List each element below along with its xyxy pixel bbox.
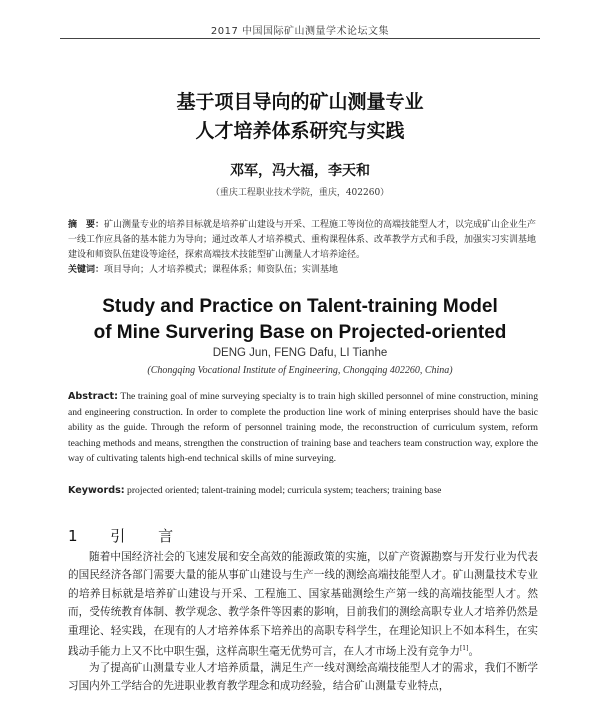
en-title-line2: of Mine Survering Base on Projected-oriented — [93, 322, 507, 343]
en-abstract — [68, 389, 538, 467]
cn-abstract-label: 摘 要： — [68, 220, 105, 230]
para1-text: 随着中国经济社会的飞速发展和安全高效的能源政策的实施，以矿产资源勘察与开发行业为代表的国民经济各部门需要大量的能从事矿山建设与生产一线的测绘高端技能型人才。矿山测量技术专业的培养目标就是培养矿山建设与开采、工程施工、国家基础测绘生产第一线的高端技能型人才。然而，受传统教育体制、教学观念、教学条件等因素的影响，目前我们的测绘高职专业人才培养仍然是重理论、轻实践，在现有的人才培养体系下培养出的高职专科学生，在理论知识上不如本科生，在实践动手能力上又不比中职生强，这样高职生毫无优势可言，在人才市场上没有竞争力 — [68, 551, 538, 658]
cn-authors: 邓军，冯大福，李天和 — [230, 163, 370, 179]
cn-abstract-text: 矿山测量专业的培养目标就是培养矿山建设与开采、工程施工等岗位的高端技能型人才，以完成矿山企业生产一线工作应具备的基本能力为导向；通过改革人才培养模式、重构课程体系、改革教学方式和手段，加强实习实训基地建设和师资队伍建设等途径，探索高端技术技能型矿山测量人才培养途径。 — [68, 220, 537, 260]
cn-title-line1: 基于项目导向的矿山测量专业 — [176, 91, 424, 113]
en-abstract-label: Abstract: — [68, 391, 118, 402]
citation-ref: [1] — [459, 645, 469, 653]
cn-affiliation: （重庆工程职业技术学院，重庆，402260） — [210, 188, 390, 198]
body-paragraph-1 — [68, 548, 538, 661]
body-paragraph-2: 为了提高矿山测量专业人才培养质量，满足生产一线对测绘高端技能型人才的需求，我们不断学习国内外工学结合的先进职业教育教学理念和成功经验，结合矿山测量专业特点， — [68, 662, 538, 693]
cn-keywords-text: 项目导向；人才培养模式；课程体系；师资队伍；实训基地 — [104, 265, 339, 275]
en-abstract-text: The training goal of mine surveying specialty is to train high skilled personnel of mine construction, mining and engineering construction. In order to complete the production line work of mining enterprises should have the basic ability as the guide. Through the reform of personnel training mode, the reconstruction of curriculum system, reform teaching methods and means, strengthen the construction of training base and teachers team construction way, explore the way of cultivating talents high-end technical skills of mine surveying. — [68, 391, 538, 465]
cn-keywords-label: 关键词： — [68, 265, 105, 275]
para1-end: 。 — [468, 645, 480, 658]
header-rule — [60, 38, 540, 39]
section-heading: 1 引 言 — [68, 527, 188, 545]
en-title-line1: Study and Practice on Talent-training Model — [102, 296, 498, 317]
cn-abstract — [68, 218, 538, 278]
en-keywords — [68, 485, 538, 496]
en-affiliation: (Chongqing Vocational Institute of Engineering, Chongqing 402260, China) — [147, 365, 453, 376]
running-header: 2017 中国国际矿山测量学术论坛文集 — [210, 26, 390, 37]
en-authors: DENG Jun, FENG Dafu, LI Tianhe — [212, 347, 388, 359]
cn-title-line2: 人才培养体系研究与实践 — [195, 120, 405, 142]
en-keywords-text: projected oriented; talent-training model; curricula system; teachers; training base — [124, 485, 442, 496]
en-keywords-label: Keywords: — [68, 485, 125, 496]
